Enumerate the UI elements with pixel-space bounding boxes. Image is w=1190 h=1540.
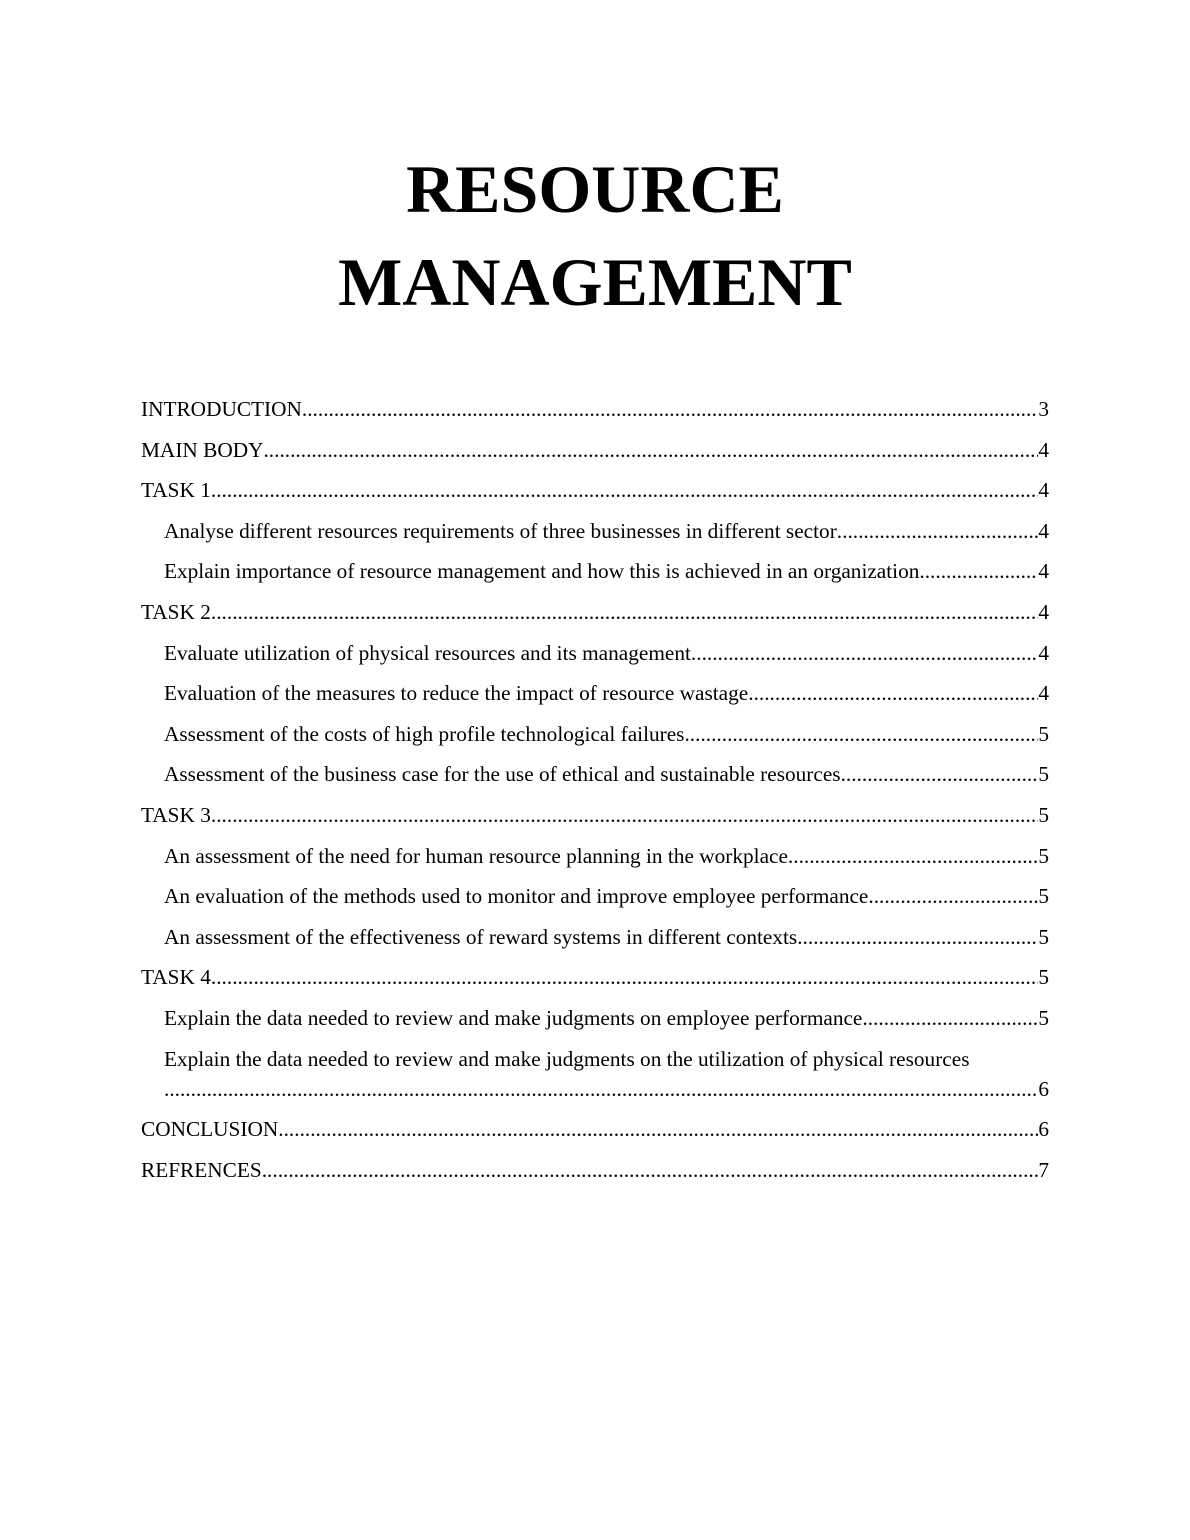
toc-entry-label: TASK 3 [141,802,211,827]
toc-entry-label: Assessment of the costs of high profile technological failures [164,721,685,746]
toc-entry-label: An assessment of the effectiveness of reward systems in different contexts [164,924,798,949]
toc-entry-page: 5 [1038,965,1049,990]
toc-entry-label: Assessment of the business case for the use of ethical and sustainable resources [164,762,841,787]
toc-leader [788,836,1038,877]
toc-entry-label: Evaluate utilization of physical resources and its management [164,640,691,665]
toc-leader [684,714,1038,755]
toc-subentry[interactable] [141,836,1049,877]
toc-leader [841,754,1039,795]
toc-leader [925,551,1039,592]
toc-subentry[interactable] [141,633,1049,674]
toc-leader [263,430,1038,471]
toc-entry[interactable] [141,957,1049,998]
toc-leader [868,876,1038,917]
title-line-2: MANAGEMENT [338,244,852,320]
toc-leader [262,1150,1039,1191]
toc-entry-page: 6 [1038,1076,1049,1101]
toc-leader [797,917,1038,958]
table-of-contents [141,389,1049,1190]
toc-entry-page: 3 [1038,397,1049,421]
toc-entry-label: TASK 2 [141,599,211,624]
toc-entry[interactable] [141,795,1049,836]
toc-entry-label: Explain the data needed to review and make judgments on the utilization of physical resources [164,1046,970,1071]
toc-subentry[interactable] [141,551,1049,592]
toc-entry-page: 4 [1038,437,1049,462]
toc-entry-label: INTRODUCTION [141,397,302,421]
toc-leader [862,998,1038,1039]
toc-entry-label: MAIN BODY [141,437,264,462]
toc-leader [211,592,1038,633]
toc-entry[interactable] [141,389,1049,430]
toc-subentry[interactable] [141,998,1049,1039]
toc-subentry[interactable] [141,917,1049,958]
toc-entry-page: 5 [1038,802,1049,827]
toc-subentry[interactable] [141,1039,1049,1110]
document-title [0,143,1190,329]
toc-leader [302,389,1038,430]
toc-entry[interactable] [141,592,1049,633]
toc-entry-page: 5 [1038,884,1049,909]
toc-leader [691,633,1038,674]
toc-subentry[interactable] [141,876,1049,917]
toc-entry-page: 4 [1038,559,1049,584]
toc-leader [211,470,1038,511]
toc-entry[interactable] [141,1150,1049,1191]
toc-entry-page: 4 [1038,478,1049,503]
toc-entry-page: 5 [1038,762,1049,787]
toc-entry-label: TASK 1 [141,478,211,503]
toc-subentry[interactable] [141,673,1049,714]
toc-entry-label: An evaluation of the methods used to monitor and improve employee performance [164,884,869,909]
toc-subentry[interactable] [141,511,1049,552]
toc-entry-page: 6 [1038,1117,1049,1142]
toc-entry-label: REFRENCES [141,1157,262,1182]
toc-leader [748,673,1038,714]
toc-entry-label: Explain the data needed to review and make judgments on employee performance [164,1005,863,1030]
toc-entry[interactable] [141,1109,1049,1150]
toc-entry-label: Analyse different resources requirements of three businesses in different sector [164,518,837,543]
toc-entry-label: An assessment of the need for human resource planning in the workplace [164,843,788,868]
toc-leader [278,1109,1038,1150]
toc-leader-row [164,1069,1049,1110]
toc-entry-label: TASK 4 [141,965,211,990]
toc-entry-page: 4 [1038,599,1049,624]
toc-subentry[interactable] [141,754,1049,795]
title-line-1: RESOURCE [406,151,784,227]
toc-entry[interactable] [141,470,1049,511]
toc-entry-page: 5 [1038,1005,1049,1030]
toc-entry-label: Explain importance of resource management and how this is achieved in an organization. [164,559,925,584]
toc-entry-label: Evaluation of the measures to reduce the impact of resource wastage [164,681,749,706]
toc-entry-page: 4 [1038,640,1049,665]
toc-leader [164,1069,1038,1110]
toc-entry[interactable] [141,430,1049,471]
toc-entry-page: 5 [1038,721,1049,746]
toc-entry-page: 5 [1038,843,1049,868]
toc-entry-page: 5 [1038,924,1049,949]
toc-entry-label: CONCLUSION [141,1117,279,1142]
toc-leader [837,511,1039,552]
toc-entry-page: 7 [1038,1157,1049,1182]
toc-entry-page: 4 [1038,518,1049,543]
toc-leader [211,957,1038,998]
toc-leader [211,795,1038,836]
toc-entry-page: 4 [1038,681,1049,706]
toc-subentry[interactable] [141,714,1049,755]
